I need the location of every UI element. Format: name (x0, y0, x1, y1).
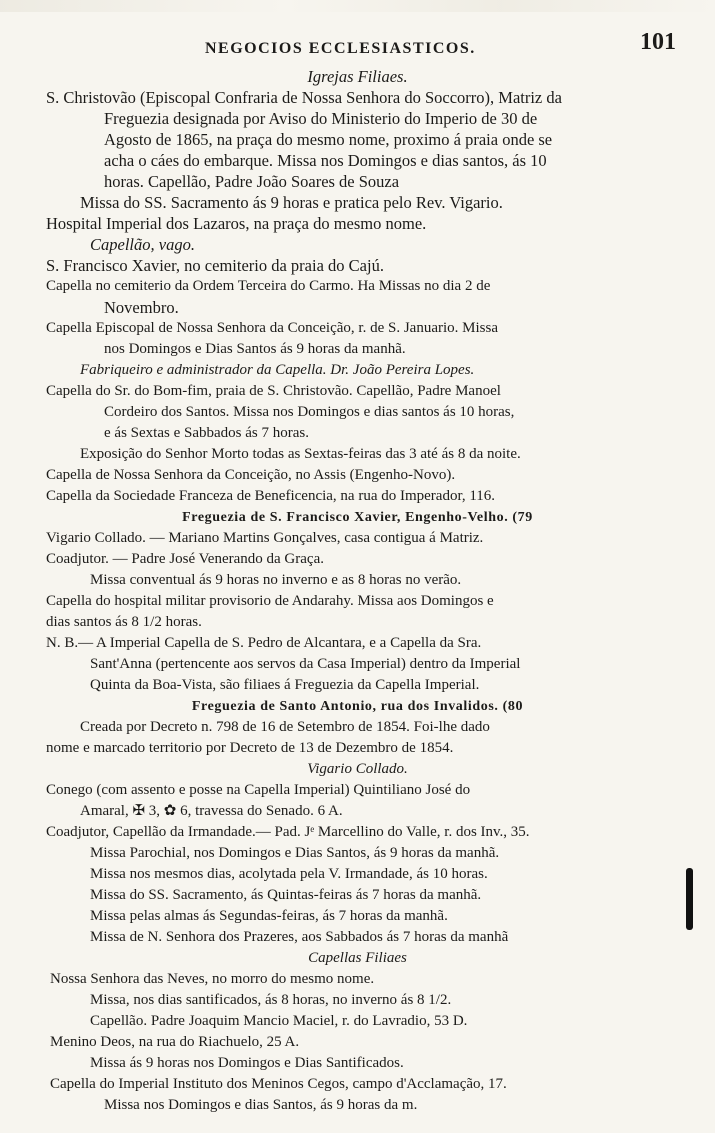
text-line: Capellão. Padre Joaquim Mancio Maciel, r. do Lavradio, 53 D. (90, 1013, 468, 1029)
subheading-vigario-collado: Vigario Collado. (307, 761, 408, 777)
text-line: Agosto de 1865, na praça do mesmo nome, proximo á praia onde se (104, 130, 553, 149)
text-line: S. Francisco Xavier, no cemiterio da praia do Cajú. (46, 256, 384, 275)
text-line: Missa Parochial, nos Domingos e Dias Santos, ás 9 horas da manhã. (90, 845, 500, 861)
parish-heading-sao-francisco-xavier: Freguezia de S. Francisco Xavier, Engenho-Velho. (79 (182, 510, 533, 525)
page-edge-noise (0, 0, 715, 12)
running-head: NEGOCIOS ECCLESIASTICOS. (205, 40, 476, 57)
text-line: Nossa Senhora das Neves, no morro do mesmo nome. (50, 971, 375, 987)
text-line: Capella do hospital militar provisorio de Andarahy. Missa aos Domingos e (46, 593, 494, 609)
text-line: Capellão, vago. (90, 235, 195, 254)
text-line: Novembro. (104, 298, 179, 317)
text-line: Capella do Imperial Instituto dos Meninos Cegos, campo d'Acclamação, 17. (50, 1076, 507, 1092)
text-line: horas. Capellão, Padre João Soares de Souza (104, 172, 400, 191)
text-line: Exposição do Senhor Morto todas as Sextas-feiras das 3 até ás 8 da noite. (80, 446, 521, 462)
text-line: Missa conventual ás 9 horas no inverno e as 8 horas no verão. (90, 572, 462, 588)
text-line: Missa ás 9 horas nos Domingos e Dias Santificados. (90, 1055, 404, 1071)
text-line: Coadjutor. — Padre José Venerando da Graça. (46, 551, 324, 567)
text-line: dias santos ás 8 1/2 horas. (46, 614, 202, 630)
page-number: 101 (640, 29, 676, 55)
subheading-capellas-filiaes: Capellas Filiaes (308, 950, 407, 966)
text-line: Capella de Nossa Senhora da Conceição, no Assis (Engenho-Novo). (46, 467, 456, 483)
text-line: Missa de N. Senhora dos Prazeres, aos Sabbados ás 7 horas da manhã (90, 929, 509, 945)
text-line: N. B.— A Imperial Capella de S. Pedro de Alcantara, e a Capella da Sra. (46, 635, 482, 651)
text-line: Cordeiro dos Santos. Missa nos Domingos e dias santos ás 10 horas, (104, 404, 515, 420)
text-line: Hospital Imperial dos Lazaros, na praça do mesmo nome. (46, 214, 427, 233)
text-line: Creada por Decreto n. 798 de 16 de Setembro de 1854. Foi-lhe dado (80, 719, 490, 735)
page-body (0, 66, 715, 1116)
text-line: Amaral, ✠ 3, ✿ 6, travessa do Senado. 6 A. (80, 803, 343, 819)
text-line: Capella do Sr. do Bom-fim, praia de S. Christovão. Capellão, Padre Manoel (46, 383, 501, 399)
text-line: Sant'Anna (pertencente aos servos da Casa Imperial) dentro da Imperial (90, 656, 521, 672)
text-line: Conego (com assento e posse na Capella Imperial) Quintiliano José do (46, 782, 471, 798)
text-line: Freguezia designada por Aviso do Ministerio do Imperio de 30 de (104, 109, 538, 128)
parish-heading-santo-antonio: Freguezia de Santo Antonio, rua dos Invalidos. (80 (191, 699, 524, 714)
margin-ink-mark (686, 868, 693, 930)
text-line: Capella Episcopal de Nossa Senhora da Conceição, r. de S. Januario. Missa (46, 320, 498, 336)
text-line: Missa do SS. Sacramento, ás Quintas-feiras ás 7 horas da manhã. (90, 887, 482, 903)
text-line: acha o cáes do embarque. Missa nos Domingos e dias santos, ás 10 (104, 151, 547, 170)
text-line: Missa nos Domingos e dias Santos, ás 9 horas da m. (104, 1097, 418, 1113)
text-line: Capella da Sociedade Franceza de Beneficencia, na rua do Imperador, 116. (46, 488, 496, 504)
subheading-igrejas-filiaes: Igrejas Filiaes. (307, 67, 408, 86)
text-line: nos Domingos e Dias Santos ás 9 horas da manhã. (104, 341, 406, 357)
text-line: Menino Deos, na rua do Riachuelo, 25 A. (50, 1034, 300, 1050)
text-line: S. Christovão (Episcopal Confraria de Nossa Senhora do Soccorro), Matriz da (46, 88, 562, 107)
page-header (0, 29, 715, 62)
text-line: e ás Sextas e Sabbados ás 7 horas. (104, 425, 309, 441)
text-line: Vigario Collado. — Mariano Martins Gonçalves, casa contigua á Matriz. (46, 530, 484, 546)
text-line: Capella no cemiterio da Ordem Terceira do Carmo. Ha Missas no dia 2 de (46, 278, 491, 294)
text-line: Coadjutor, Capellão da Irmandade.— Pad. Jᵉ Marcellino do Valle, r. dos Inv., 35. (46, 824, 530, 840)
text-line: Missa nos mesmos dias, acolytada pela V. Irmandade, ás 10 horas. (90, 866, 488, 882)
text-line: Missa pelas almas ás Segundas-feiras, ás 7 horas da manhã. (90, 908, 448, 924)
text-line: Missa, nos dias santificados, ás 8 horas, no inverno ás 8 1/2. (90, 992, 452, 1008)
text-line: Quinta da Boa-Vista, são filiaes á Freguezia da Capella Imperial. (90, 677, 480, 693)
text-line: Fabriqueiro e administrador da Capella. Dr. João Pereira Lopes. (80, 362, 475, 378)
text-line: nome e marcado territorio por Decreto de 13 de Dezembro de 1854. (46, 740, 454, 756)
text-line: Missa do SS. Sacramento ás 9 horas e pratica pelo Rev. Vigario. (80, 193, 503, 212)
